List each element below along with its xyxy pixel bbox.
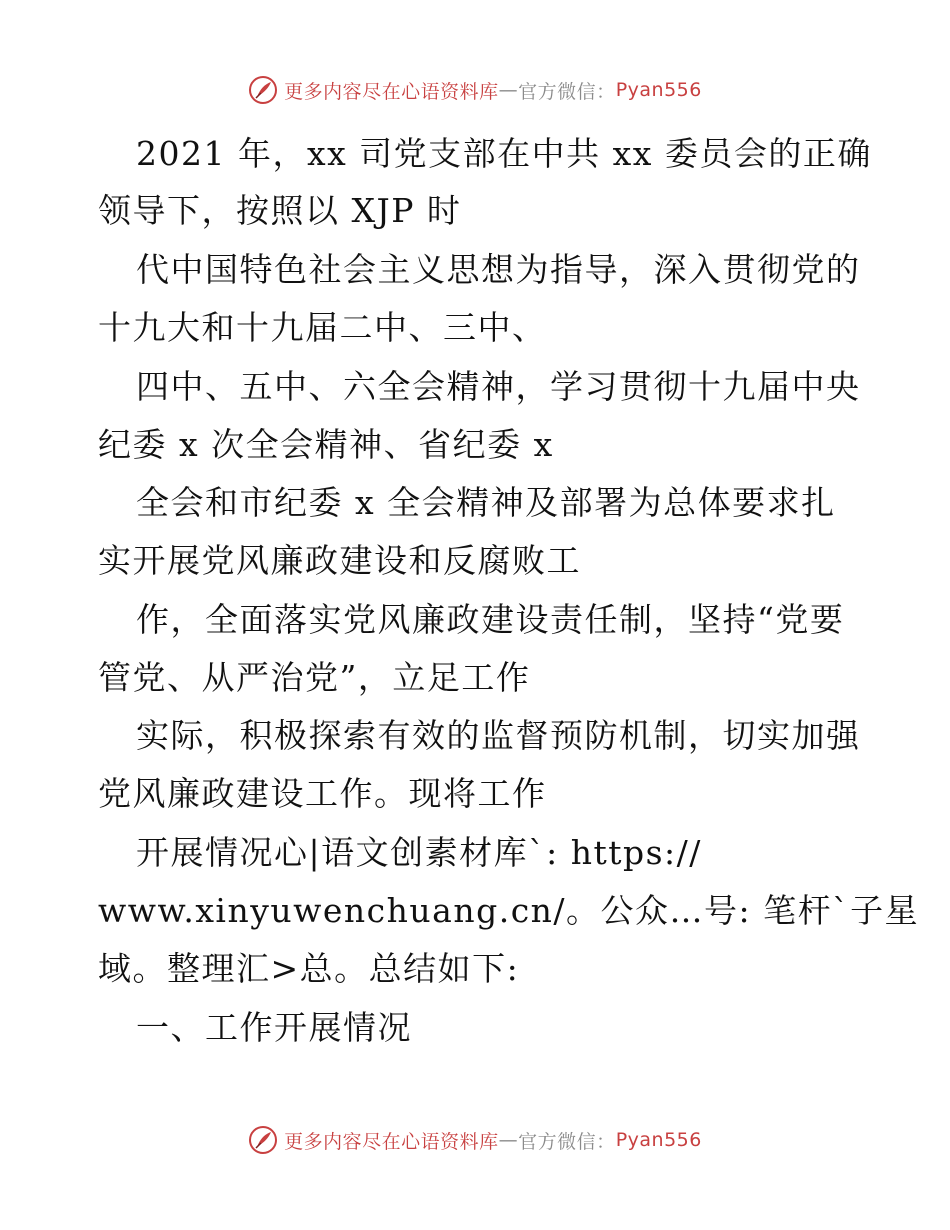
text-line: 纪委 x 次全会精神、省纪委 x [98, 425, 554, 464]
feather-pen-logo-icon [248, 1125, 278, 1155]
text-line: 十九大和十九届二中、三中、 [98, 308, 547, 347]
text-line: 领导下，按照以 XJP 时 [98, 191, 462, 230]
watermark-wechat-id: Pyan556 [615, 1129, 702, 1151]
watermark-main-text: 更多内容尽在心语资料库 [284, 80, 499, 103]
text-line: www.xinyuwenchuang.cn/。公众…号: 笔杆`子星 [98, 891, 920, 930]
watermark-wechat-id: Pyan556 [615, 79, 702, 101]
text-line: 作，全面落实党风廉政建设责任制，坚持“党要 [136, 600, 845, 639]
text-line: 管党、从严治党”，立足工作 [98, 658, 531, 697]
watermark-separator: — [498, 1129, 519, 1151]
footer-watermark [0, 1122, 950, 1158]
text-line: 实际，积极探索有效的监督预防机制，切实加强 [136, 716, 861, 755]
watermark-label: 官方微信： [518, 80, 616, 103]
text-line: 代中国特色社会主义思想为指导，深入贯彻党的 [136, 250, 861, 289]
watermark-separator: — [498, 79, 519, 101]
text-line: 党风廉政建设工作。现将工作 [98, 774, 547, 813]
text-line: 域。整理汇>总。总结如下: [98, 949, 520, 988]
watermark-label: 官方微信： [518, 1130, 616, 1153]
text-line: 2021 年，xx 司党支部在中共 xx 委员会的正确 [136, 134, 872, 173]
text-line: 四中、五中、六全会精神，学习贯彻十九届中央 [136, 367, 861, 406]
text-line: 全会和市纪委 x 全会精神及部署为总体要求扎 [136, 483, 836, 522]
text-line: 开展情况心|语文创素材库`: https:// [136, 833, 702, 872]
watermark-main-text: 更多内容尽在心语资料库 [284, 1130, 499, 1153]
text-line: 实开展党风廉政建设和反腐败工 [98, 541, 581, 580]
section-heading: 一、工作开展情况 [136, 1008, 412, 1047]
